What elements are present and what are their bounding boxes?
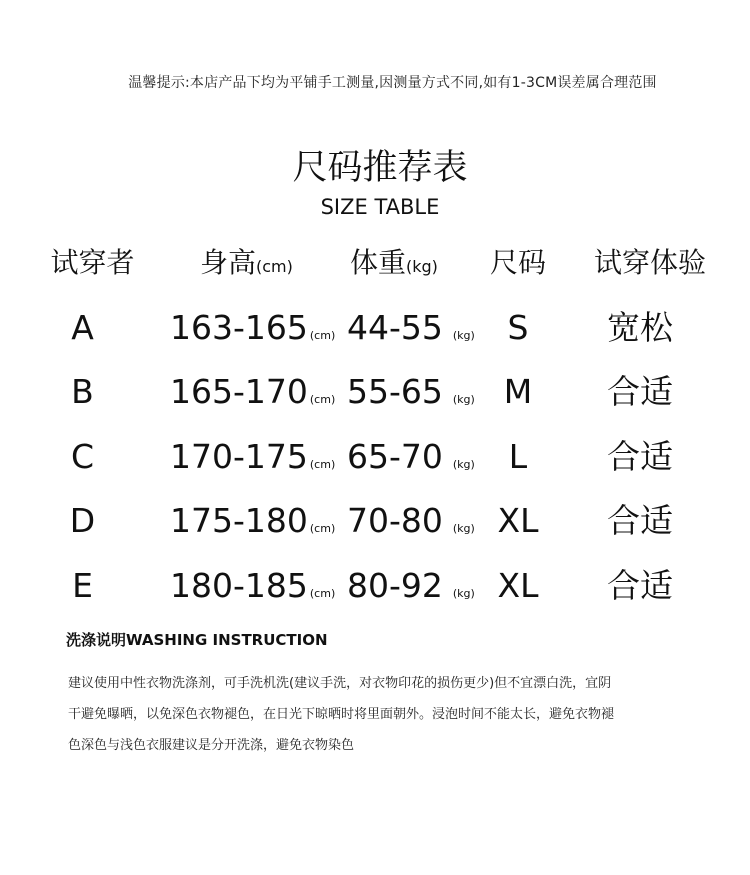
row-experience: 宽松 <box>607 308 673 347</box>
table-row <box>0 367 750 417</box>
row-weight-value: 70-80 <box>347 501 443 540</box>
row-height-value: 163-165 <box>170 308 308 347</box>
row-size: XL <box>497 501 539 540</box>
row-size: S <box>507 308 529 347</box>
row-height <box>170 496 350 546</box>
row-weight <box>347 561 487 611</box>
row-weight <box>347 303 487 353</box>
row-weight <box>347 432 487 482</box>
row-weight <box>347 496 487 546</box>
row-height-value: 180-185 <box>170 566 308 605</box>
row-weight-unit: (kg) <box>452 329 475 342</box>
row-weight-unit: (kg) <box>452 587 475 600</box>
header-weight-label: 体重 <box>350 246 407 279</box>
row-height-unit: (cm) <box>309 393 336 406</box>
row-tester: C <box>70 437 95 476</box>
header-experience: 试穿体验 <box>593 246 706 279</box>
header-size: 尺码 <box>489 246 546 279</box>
header-weight-unit: (kg) <box>406 257 438 276</box>
row-size: XL <box>497 566 539 605</box>
washing-title: 洗涤说明WASHING INSTRUCTION <box>66 631 328 649</box>
row-height <box>170 561 350 611</box>
row-size: M <box>503 372 533 411</box>
washing-line: 色深色与浅色衣服建议是分开洗涤，避免衣物染色 <box>68 738 355 753</box>
row-experience: 合适 <box>607 501 673 540</box>
row-experience: 合适 <box>607 437 673 476</box>
notice-text: 温馨提示:本店产品下均为平铺手工测量,因测量方式不同,如有1-3CM误差属合理范围 <box>128 75 657 91</box>
table-row <box>0 432 750 482</box>
row-experience: 合适 <box>607 566 673 605</box>
washing-instructions <box>68 668 678 761</box>
page-subtitle: SIZE TABLE <box>320 195 440 219</box>
washing-line: 建议使用中性衣物洗涤剂，可手洗机洗(建议手洗，对衣物印花的损伤更少)但不宜漂白洗，宜阴 <box>68 676 612 691</box>
row-height-unit: (cm) <box>309 458 336 471</box>
table-row <box>0 561 750 611</box>
row-weight-value: 55-65 <box>347 372 443 411</box>
row-size: L <box>508 437 528 476</box>
header-weight <box>350 238 490 288</box>
row-weight-unit: (kg) <box>452 393 475 406</box>
header-tester: 试穿者 <box>50 246 135 279</box>
row-height <box>170 432 350 482</box>
row-height <box>170 367 350 417</box>
row-tester: E <box>72 566 93 605</box>
row-weight <box>347 367 487 417</box>
page-title: 尺码推荐表 <box>292 148 468 188</box>
row-weight-value: 44-55 <box>347 308 443 347</box>
row-height-value: 170-175 <box>170 437 308 476</box>
row-weight-value: 65-70 <box>347 437 443 476</box>
table-row <box>0 303 750 353</box>
washing-line: 干避免曝晒，以免深色衣物褪色，在日光下晾晒时将里面朝外。浸泡时间不能太长，避免衣物褪 <box>68 707 615 722</box>
row-height-unit: (cm) <box>309 329 336 342</box>
row-weight-value: 80-92 <box>347 566 443 605</box>
row-height-value: 165-170 <box>170 372 308 411</box>
header-height-label: 身高 <box>200 246 257 279</box>
row-tester: B <box>71 372 94 411</box>
row-tester: A <box>71 308 94 347</box>
row-height-unit: (cm) <box>309 587 336 600</box>
row-height-unit: (cm) <box>309 522 336 535</box>
row-experience: 合适 <box>607 372 673 411</box>
row-tester: D <box>69 501 96 540</box>
size-table-header <box>0 238 750 288</box>
header-height-unit: (cm) <box>256 257 293 276</box>
row-height-value: 175-180 <box>170 501 308 540</box>
row-height <box>170 303 350 353</box>
table-row <box>0 496 750 546</box>
row-weight-unit: (kg) <box>452 522 475 535</box>
row-weight-unit: (kg) <box>452 458 475 471</box>
